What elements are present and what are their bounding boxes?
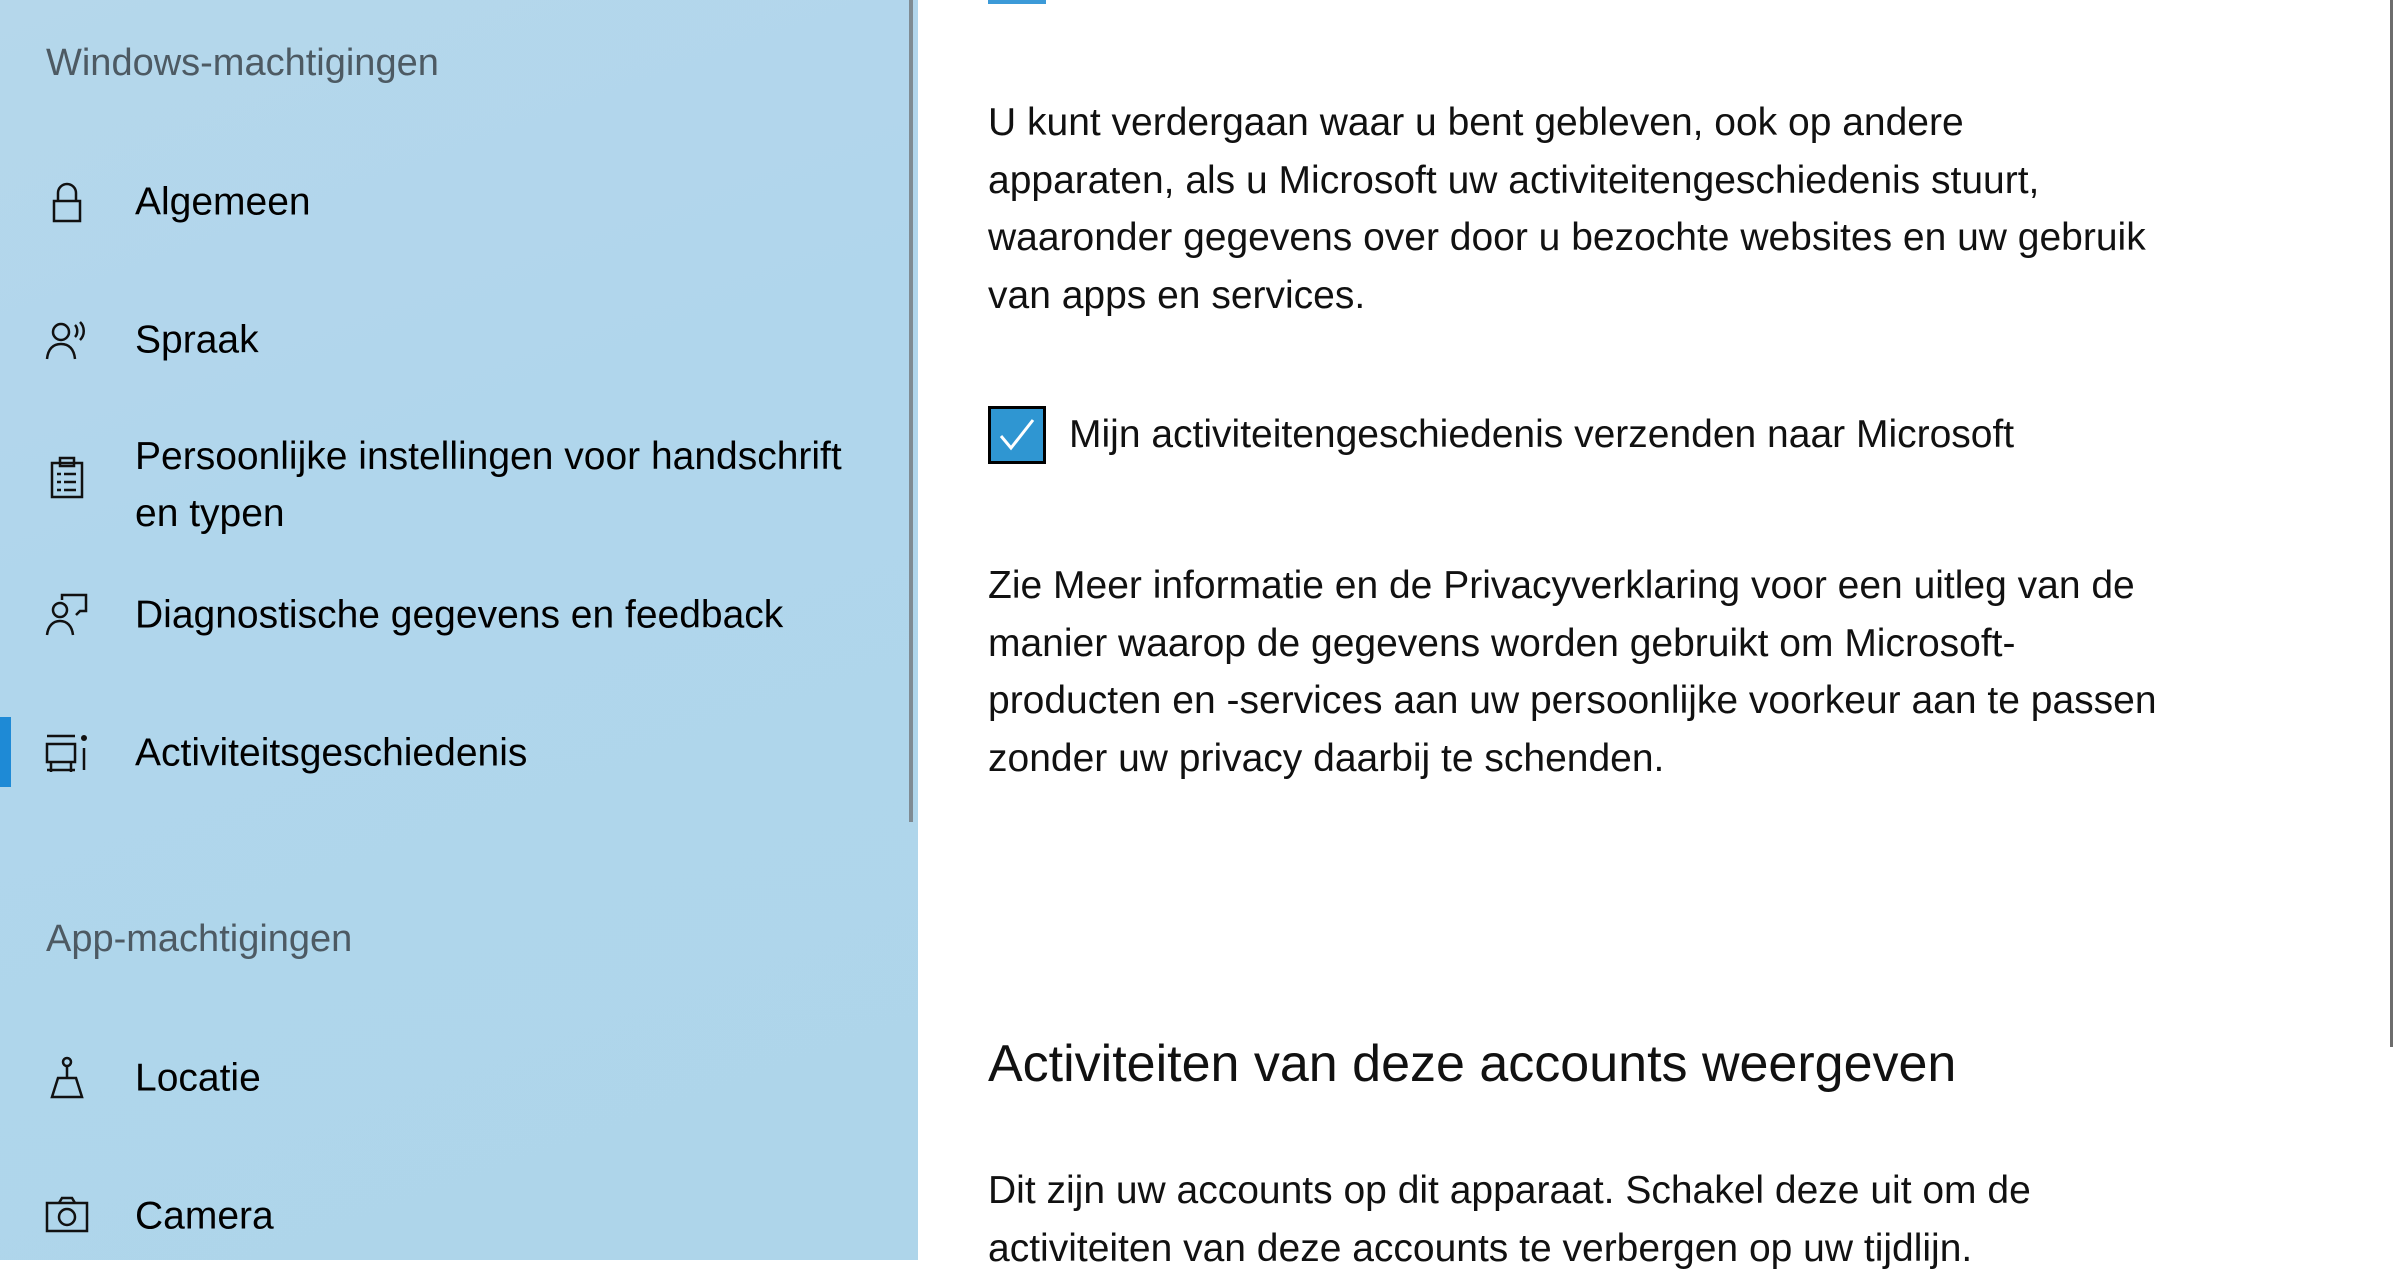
sidebar-item-algemeen[interactable] xyxy=(0,147,910,257)
feedback-icon xyxy=(44,592,90,638)
location-icon xyxy=(44,1055,90,1101)
sidebar-item-label-line2: en typen xyxy=(135,485,285,542)
section-heading: Activiteiten van deze accounts weergeven xyxy=(988,1030,1956,1098)
speech-icon xyxy=(44,317,90,363)
sidebar-item-diagnostische[interactable] xyxy=(0,560,910,670)
sidebar-scrollbar[interactable] xyxy=(909,0,913,822)
sidebar-item-locatie[interactable] xyxy=(0,1023,910,1133)
sidebar-item-label: Activiteitsgeschiedenis xyxy=(135,725,527,782)
sidebar-item-label: Camera xyxy=(135,1188,274,1245)
text-line: U kunt verdergaan waar u bent gebleven, ook op andere xyxy=(988,94,2146,152)
text-line: Zie Meer informatie en de Privacyverklaring voor een uitleg van de xyxy=(988,557,2157,615)
history-description xyxy=(988,94,2146,324)
sidebar-item-activiteitsgeschiedenis[interactable] xyxy=(0,698,910,808)
timeline-icon xyxy=(44,730,90,776)
text-line: producten en -services aan uw persoonlijke voorkeur aan te passen xyxy=(988,672,2157,730)
send-history-label[interactable]: Mijn activiteitengeschiedenis verzenden naar Microsoft xyxy=(1069,410,2014,460)
clipboard-icon xyxy=(44,455,90,501)
sidebar xyxy=(0,0,918,1260)
sidebar-item-label: Diagnostische gegevens en feedback xyxy=(135,587,783,644)
text-line: zonder uw privacy daarbij te schenden. xyxy=(988,730,2157,788)
sidebar-item-spraak[interactable] xyxy=(0,285,910,395)
text-line: Dit zijn uw accounts op dit apparaat. Schakel deze uit om de xyxy=(988,1162,2031,1220)
checkmark-icon xyxy=(991,409,1043,461)
camera-icon xyxy=(44,1193,90,1239)
send-history-checkbox[interactable] xyxy=(988,406,1046,464)
sidebar-item-handschrift[interactable] xyxy=(0,423,910,533)
sidebar-item-label: Locatie xyxy=(135,1050,261,1107)
content-scrollbar[interactable] xyxy=(2390,0,2393,1047)
privacy-description xyxy=(988,557,2157,787)
content-pane xyxy=(918,0,2400,1260)
sidebar-item-label: Spraak xyxy=(135,312,259,369)
text-line: activiteiten van deze accounts te verbergen op uw tijdlijn. xyxy=(988,1220,2031,1277)
group-label-app: App-machtigingen xyxy=(46,918,352,961)
sidebar-item-camera[interactable] xyxy=(0,1161,910,1260)
toggle-partial[interactable] xyxy=(988,0,1046,4)
text-line: van apps en services. xyxy=(988,267,2146,325)
sidebar-item-label: Algemeen xyxy=(135,174,311,231)
lock-icon xyxy=(44,179,90,225)
text-line: apparaten, als u Microsoft uw activiteitengeschiedenis stuurt, xyxy=(988,152,2146,210)
group-label-windows: Windows-machtigingen xyxy=(46,42,439,85)
text-line: manier waarop de gegevens worden gebruikt om Microsoft- xyxy=(988,615,2157,673)
sidebar-item-label: Persoonlijke instellingen voor handschrift xyxy=(135,428,842,485)
text-line: waaronder gegevens over door u bezochte websites en uw gebruik xyxy=(988,209,2146,267)
